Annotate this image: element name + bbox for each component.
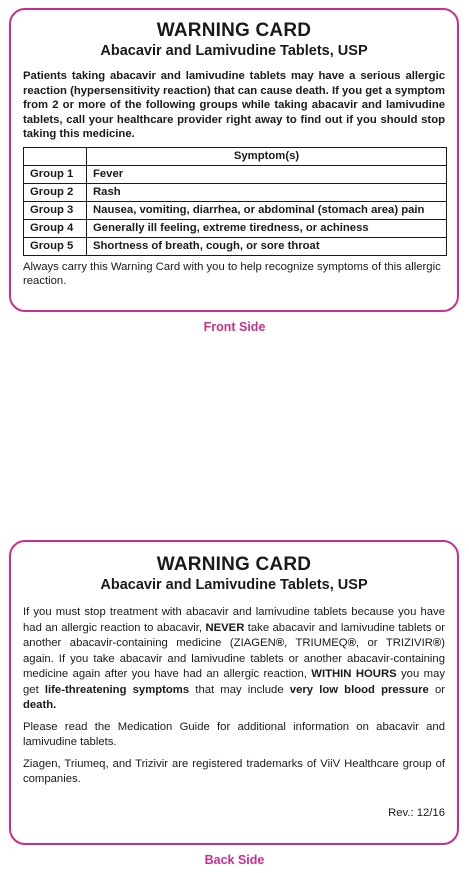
text-run: , TRIUMEQ (284, 637, 348, 649)
symptom-cell: Shortness of breath, cough, or sore throat (87, 237, 447, 255)
symptom-cell: Rash (87, 183, 447, 201)
low-bp-emphasis: very low blood pressure (289, 683, 429, 696)
group-cell: Group 2 (24, 183, 87, 201)
group-cell: Group 3 (24, 201, 87, 219)
table-header-row (24, 147, 447, 165)
front-side-label: Front Side (203, 320, 266, 334)
text-run: take abacavir and lamivudine tablets or another abacavir-containing medicine (ZIAGEN (23, 621, 445, 649)
card-subtitle: Abacavir and Lamivudine Tablets, USP (100, 577, 368, 593)
within-hours-emphasis: WITHIN HOURS (311, 668, 397, 680)
never-emphasis: NEVER (205, 621, 245, 634)
symptom-table (23, 147, 447, 256)
stop-treatment-paragraph (23, 605, 445, 714)
back-side-label: Back Side (204, 853, 265, 867)
table-row (24, 165, 447, 183)
symptom-cell: Fever (87, 165, 447, 183)
registered-mark: ® (347, 637, 356, 649)
group-cell: Group 1 (24, 165, 87, 183)
life-threatening-emphasis: life-threatening symptoms (44, 683, 190, 696)
table-header-symptoms: Symptom(s) (87, 147, 447, 165)
warning-paragraph: Patients taking abacavir and lamivudine tablets may have a serious allergic reaction (hypersensitivity reaction) that can cause death. If you get a symptom from 2 or more of the following groups while taking abacavir and lamivudine tablets, call your healthcare provider right away to find out if you should stop taking this medicine. (23, 70, 445, 140)
front-card (9, 8, 459, 312)
text-run: If you must stop treatment with abacavir and lamivudine tablets because you have had an allergic reaction to abacavir, (23, 606, 445, 634)
card-title: WARNING CARD (156, 20, 312, 41)
revision-date: Rev.: 12/16 (388, 807, 445, 819)
table-row (24, 183, 447, 201)
medication-guide-paragraph: Please read the Medication Guide for additional information on abacavir and lamivudine tablets. (23, 720, 445, 748)
symptom-cell: Nausea, vomiting, diarrhea, or abdominal (stomach area) pain (87, 201, 447, 219)
text-run: you may get (23, 668, 445, 696)
text-run: that may include (189, 683, 290, 696)
group-cell: Group 4 (24, 219, 87, 237)
trademark-paragraph: Ziagen, Triumeq, and Trizivir are registered trademarks of ViiV Healthcare group of companies. (23, 757, 445, 785)
symptom-cell: Generally ill feeling, extreme tiredness, or achiness (87, 219, 447, 237)
death-emphasis: death. (23, 699, 57, 711)
table-row (24, 219, 447, 237)
registered-mark: ® (432, 637, 442, 649)
card-subtitle: Abacavir and Lamivudine Tablets, USP (100, 43, 368, 59)
carry-note: Always carry this Warning Card with you to help recognize symptoms of this allergic reaction. (23, 260, 441, 287)
table-header-blank (24, 147, 87, 165)
group-cell: Group 5 (24, 237, 87, 255)
registered-mark: ® (275, 637, 285, 649)
back-card (9, 540, 459, 845)
text-run: ) again. If you take abacavir and lamivudine tablets or another abacavir-containing medicine again after you have had an allergic reaction, (23, 637, 445, 680)
table-row (24, 237, 447, 255)
card-title: WARNING CARD (156, 554, 312, 575)
table-row (24, 201, 447, 219)
text-run: , or TRIZIVIR (355, 637, 433, 649)
text-run: or (428, 683, 446, 696)
